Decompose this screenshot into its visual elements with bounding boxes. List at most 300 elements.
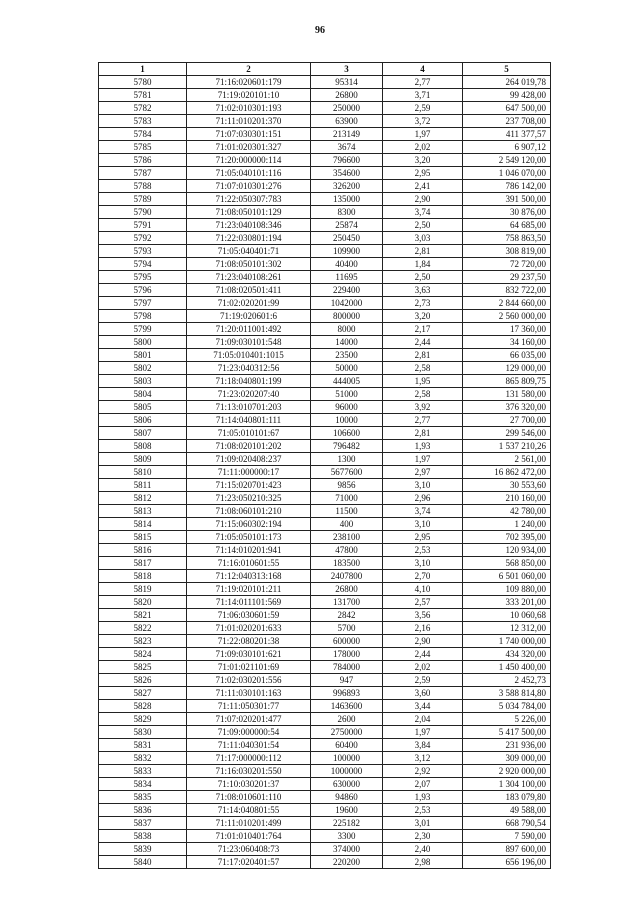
row-number-cell: 5802 [99,362,187,375]
row-number-cell: 5796 [99,284,187,297]
rate-cell: 3,74 [383,505,463,518]
cadastral-number-cell: 71:09:020408:237 [187,453,311,466]
table-row [99,505,551,518]
row-number-cell: 5782 [99,102,187,115]
cadastral-number-cell: 71:16:010601:55 [187,557,311,570]
row-number-cell: 5793 [99,245,187,258]
table-row [99,674,551,687]
value-cell: 668 790,54 [463,817,551,830]
area-cell: 800000 [311,310,383,323]
area-cell: 250450 [311,232,383,245]
value-cell: 2 560 000,00 [463,310,551,323]
rate-cell: 1,84 [383,258,463,271]
cadastral-number-cell: 71:23:050210:325 [187,492,311,505]
area-cell: 19600 [311,804,383,817]
cadastral-number-cell: 71:11:010201:499 [187,817,311,830]
rate-cell: 3,63 [383,284,463,297]
rate-cell: 2,02 [383,661,463,674]
value-cell: 49 588,00 [463,804,551,817]
rate-cell: 2,90 [383,193,463,206]
rate-cell: 2,81 [383,245,463,258]
row-number-cell: 5840 [99,856,187,869]
row-number-cell: 5828 [99,700,187,713]
cadastral-number-cell: 71:14:040801:111 [187,414,311,427]
rate-cell: 2,17 [383,323,463,336]
cadastral-number-cell: 71:07:030301:151 [187,128,311,141]
table-row [99,622,551,635]
table-row [99,401,551,414]
rate-cell: 3,03 [383,232,463,245]
value-cell: 656 196,00 [463,856,551,869]
table-row [99,206,551,219]
table-row [99,336,551,349]
area-cell: 220200 [311,856,383,869]
cadastral-number-cell: 71:07:010301:276 [187,180,311,193]
cadastral-number-cell: 71:14:010201:941 [187,544,311,557]
row-number-cell: 5809 [99,453,187,466]
row-number-cell: 5783 [99,115,187,128]
cadastral-number-cell: 71:01:020201:633 [187,622,311,635]
row-number-cell: 5817 [99,557,187,570]
table-row [99,479,551,492]
row-number-cell: 5822 [99,622,187,635]
area-cell: 5700 [311,622,383,635]
area-cell: 26800 [311,89,383,102]
row-number-cell: 5786 [99,154,187,167]
value-cell: 434 320,00 [463,648,551,661]
area-cell: 60400 [311,739,383,752]
row-number-cell: 5825 [99,661,187,674]
table-row [99,271,551,284]
value-cell: 299 546,00 [463,427,551,440]
cadastral-number-cell: 71:15:020701:423 [187,479,311,492]
value-cell: 2 561,00 [463,453,551,466]
rate-cell: 2,59 [383,102,463,115]
area-cell: 354600 [311,167,383,180]
rate-cell: 1,93 [383,791,463,804]
table-row [99,440,551,453]
area-cell: 2407800 [311,570,383,583]
table-row [99,583,551,596]
value-cell: 702 395,00 [463,531,551,544]
row-number-cell: 5804 [99,388,187,401]
row-number-cell: 5820 [99,596,187,609]
rate-cell: 1,95 [383,375,463,388]
cadastral-number-cell: 71:02:010301:193 [187,102,311,115]
table-row [99,232,551,245]
value-cell: 3 588 814,80 [463,687,551,700]
table-row [99,375,551,388]
value-cell: 264 019,78 [463,76,551,89]
cadastral-number-cell: 71:09:030101:548 [187,336,311,349]
area-cell: 109900 [311,245,383,258]
rate-cell: 2,50 [383,219,463,232]
area-cell: 250000 [311,102,383,115]
table-row [99,388,551,401]
table-row [99,115,551,128]
cadastral-number-cell: 71:08:020101:202 [187,440,311,453]
rate-cell: 2,77 [383,414,463,427]
rate-cell: 1,93 [383,440,463,453]
table-row [99,557,551,570]
row-number-cell: 5801 [99,349,187,362]
area-cell: 135000 [311,193,383,206]
row-number-cell: 5814 [99,518,187,531]
row-number-cell: 5827 [99,687,187,700]
row-number-cell: 5795 [99,271,187,284]
cadastral-number-cell: 71:11:010201:370 [187,115,311,128]
value-cell: 30 553,60 [463,479,551,492]
area-cell: 131700 [311,596,383,609]
value-cell: 30 876,00 [463,206,551,219]
row-number-cell: 5823 [99,635,187,648]
table-body [99,76,551,869]
rate-cell: 3,92 [383,401,463,414]
value-cell: 64 685,00 [463,219,551,232]
value-cell: 897 600,00 [463,843,551,856]
cadastral-number-cell: 71:19:020101:211 [187,583,311,596]
area-cell: 25874 [311,219,383,232]
row-number-cell: 5826 [99,674,187,687]
row-number-cell: 5791 [99,219,187,232]
rate-cell: 3,12 [383,752,463,765]
area-cell: 9856 [311,479,383,492]
row-number-cell: 5839 [99,843,187,856]
area-cell: 229400 [311,284,383,297]
rate-cell: 3,60 [383,687,463,700]
table-row [99,297,551,310]
table-row [99,466,551,479]
cadastral-number-cell: 71:20:011001:492 [187,323,311,336]
table-row [99,661,551,674]
value-cell: 1 740 000,00 [463,635,551,648]
table-row [99,752,551,765]
table-row [99,89,551,102]
table-row [99,570,551,583]
area-cell: 23500 [311,349,383,362]
value-cell: 29 237,50 [463,271,551,284]
rate-cell: 1,97 [383,128,463,141]
cadastral-number-cell: 71:08:050101:129 [187,206,311,219]
table-row [99,635,551,648]
value-cell: 391 500,00 [463,193,551,206]
table-row [99,856,551,869]
cadastral-number-cell: 71:01:021101:69 [187,661,311,674]
area-cell: 3674 [311,141,383,154]
area-cell: 444005 [311,375,383,388]
table-row [99,648,551,661]
page-number: 96 [315,25,325,36]
row-number-cell: 5816 [99,544,187,557]
value-cell: 1 537 210,26 [463,440,551,453]
value-cell: 758 863,50 [463,232,551,245]
column-header-2: 2 [187,63,311,76]
area-cell: 213149 [311,128,383,141]
rate-cell: 2,77 [383,76,463,89]
cadastral-number-cell: 71:23:040108:346 [187,219,311,232]
column-header-4: 4 [383,63,463,76]
row-number-cell: 5792 [99,232,187,245]
table-row [99,128,551,141]
value-cell: 1 046 070,00 [463,167,551,180]
table-row [99,349,551,362]
area-cell: 63900 [311,115,383,128]
row-number-cell: 5833 [99,765,187,778]
cadastral-number-cell: 71:11:030101:163 [187,687,311,700]
value-cell: 210 160,00 [463,492,551,505]
row-number-cell: 5788 [99,180,187,193]
cadastral-number-cell: 71:05:050101:173 [187,531,311,544]
cadastral-number-cell: 71:18:040801:199 [187,375,311,388]
value-cell: 1 304 100,00 [463,778,551,791]
cadastral-number-cell: 71:16:030201:550 [187,765,311,778]
area-cell: 326200 [311,180,383,193]
rate-cell: 2,41 [383,180,463,193]
table-row [99,739,551,752]
rate-cell: 2,07 [383,778,463,791]
rate-cell: 2,44 [383,336,463,349]
cadastral-number-cell: 71:12:040313:168 [187,570,311,583]
row-number-cell: 5806 [99,414,187,427]
value-cell: 832 722,00 [463,284,551,297]
rate-cell: 2,90 [383,635,463,648]
value-cell: 12 312,00 [463,622,551,635]
cadastral-number-cell: 71:14:040801:55 [187,804,311,817]
value-cell: 647 500,00 [463,102,551,115]
value-cell: 5 226,00 [463,713,551,726]
area-cell: 2600 [311,713,383,726]
area-cell: 400 [311,518,383,531]
area-cell: 1000000 [311,765,383,778]
value-cell: 109 880,00 [463,583,551,596]
table-row [99,219,551,232]
area-cell: 11500 [311,505,383,518]
table-row [99,544,551,557]
area-cell: 94860 [311,791,383,804]
rate-cell: 2,81 [383,349,463,362]
area-cell: 1300 [311,453,383,466]
column-header-5: 5 [463,63,551,76]
table-row [99,804,551,817]
cadastral-number-cell: 71:05:040101:116 [187,167,311,180]
row-number-cell: 5790 [99,206,187,219]
row-number-cell: 5789 [99,193,187,206]
rate-cell: 2,53 [383,804,463,817]
area-cell: 51000 [311,388,383,401]
rate-cell: 2,73 [383,297,463,310]
table-row [99,765,551,778]
cadastral-number-cell: 71:17:020401:57 [187,856,311,869]
row-number-cell: 5811 [99,479,187,492]
cadastral-number-cell: 71:05:010101:67 [187,427,311,440]
rate-cell: 3,71 [383,89,463,102]
table-row [99,843,551,856]
row-number-cell: 5805 [99,401,187,414]
cadastral-number-cell: 71:01:010401:764 [187,830,311,843]
rate-cell: 2,96 [383,492,463,505]
table-row [99,531,551,544]
table-row [99,830,551,843]
rate-cell: 2,04 [383,713,463,726]
rate-cell: 3,10 [383,557,463,570]
table-row [99,193,551,206]
row-number-cell: 5815 [99,531,187,544]
cadastral-number-cell: 71:11:040301:54 [187,739,311,752]
table-row [99,154,551,167]
table-row [99,427,551,440]
area-cell: 1042000 [311,297,383,310]
rate-cell: 2,58 [383,388,463,401]
table-row [99,492,551,505]
value-cell: 10 060,68 [463,609,551,622]
table-row [99,362,551,375]
cadastral-number-cell: 71:13:010701:203 [187,401,311,414]
row-number-cell: 5784 [99,128,187,141]
cadastral-number-cell: 71:20:000000:114 [187,154,311,167]
table-row [99,609,551,622]
table-row [99,518,551,531]
rate-cell: 2,95 [383,167,463,180]
area-cell: 47800 [311,544,383,557]
cadastral-number-cell: 71:23:020207:40 [187,388,311,401]
row-number-cell: 5799 [99,323,187,336]
row-number-cell: 5821 [99,609,187,622]
value-cell: 411 377,57 [463,128,551,141]
value-cell: 1 450 400,00 [463,661,551,674]
value-cell: 568 850,00 [463,557,551,570]
table-row [99,76,551,89]
table-row [99,817,551,830]
row-number-cell: 5812 [99,492,187,505]
value-cell: 72 720,00 [463,258,551,271]
value-cell: 309 000,00 [463,752,551,765]
value-cell: 42 780,00 [463,505,551,518]
table-row [99,284,551,297]
area-cell: 374000 [311,843,383,856]
value-cell: 786 142,00 [463,180,551,193]
value-cell: 120 934,00 [463,544,551,557]
value-cell: 1 240,00 [463,518,551,531]
cadastral-number-cell: 71:08:020501:411 [187,284,311,297]
area-cell: 238100 [311,531,383,544]
table-row [99,102,551,115]
area-cell: 1463600 [311,700,383,713]
data-table [98,62,551,869]
table-row [99,258,551,271]
value-cell: 308 819,00 [463,245,551,258]
area-cell: 26800 [311,583,383,596]
cadastral-number-cell: 71:22:080201:38 [187,635,311,648]
rate-cell: 3,72 [383,115,463,128]
rate-cell: 3,44 [383,700,463,713]
area-cell: 14000 [311,336,383,349]
row-number-cell: 5794 [99,258,187,271]
area-cell: 796600 [311,154,383,167]
area-cell: 784000 [311,661,383,674]
row-number-cell: 5829 [99,713,187,726]
row-number-cell: 5832 [99,752,187,765]
area-cell: 8300 [311,206,383,219]
value-cell: 34 160,00 [463,336,551,349]
value-cell: 99 428,00 [463,89,551,102]
row-number-cell: 5834 [99,778,187,791]
table-row [99,700,551,713]
rate-cell: 1,97 [383,726,463,739]
table-row [99,453,551,466]
cadastral-number-cell: 71:02:020201:99 [187,297,311,310]
row-number-cell: 5835 [99,791,187,804]
row-number-cell: 5838 [99,830,187,843]
cadastral-number-cell: 71:10:030201:37 [187,778,311,791]
row-number-cell: 5803 [99,375,187,388]
cadastral-number-cell: 71:11:000000:17 [187,466,311,479]
cadastral-number-cell: 71:06:030601:59 [187,609,311,622]
value-cell: 129 000,00 [463,362,551,375]
area-cell: 3300 [311,830,383,843]
value-cell: 17 360,00 [463,323,551,336]
area-cell: 2842 [311,609,383,622]
rate-cell: 2,97 [383,466,463,479]
row-number-cell: 5818 [99,570,187,583]
area-cell: 95314 [311,76,383,89]
column-header-1: 1 [99,63,187,76]
row-number-cell: 5813 [99,505,187,518]
row-number-cell: 5787 [99,167,187,180]
row-number-cell: 5781 [99,89,187,102]
area-cell: 183500 [311,557,383,570]
cadastral-number-cell: 71:07:020201:477 [187,713,311,726]
rate-cell: 2,98 [383,856,463,869]
value-cell: 6 501 060,00 [463,570,551,583]
row-number-cell: 5798 [99,310,187,323]
table-row [99,245,551,258]
area-cell: 71000 [311,492,383,505]
rate-cell: 2,95 [383,531,463,544]
rate-cell: 2,81 [383,427,463,440]
cadastral-number-cell: 71:17:000000:112 [187,752,311,765]
row-number-cell: 5836 [99,804,187,817]
value-cell: 183 079,80 [463,791,551,804]
value-cell: 2 844 660,00 [463,297,551,310]
value-cell: 66 035,00 [463,349,551,362]
rate-cell: 2,70 [383,570,463,583]
row-number-cell: 5830 [99,726,187,739]
value-cell: 5 034 784,00 [463,700,551,713]
area-cell: 947 [311,674,383,687]
table-row [99,596,551,609]
rate-cell: 3,10 [383,518,463,531]
value-cell: 131 580,00 [463,388,551,401]
row-number-cell: 5797 [99,297,187,310]
rate-cell: 3,74 [383,206,463,219]
cadastral-number-cell: 71:08:060101:210 [187,505,311,518]
rate-cell: 2,92 [383,765,463,778]
cadastral-number-cell: 71:15:060302:194 [187,518,311,531]
cadastral-number-cell: 71:19:020101:10 [187,89,311,102]
value-cell: 2 452,73 [463,674,551,687]
cadastral-number-cell: 71:14:011101:569 [187,596,311,609]
row-number-cell: 5785 [99,141,187,154]
cadastral-number-cell: 71:02:030201:556 [187,674,311,687]
area-cell: 178000 [311,648,383,661]
rate-cell: 2,50 [383,271,463,284]
value-cell: 6 907,12 [463,141,551,154]
value-cell: 27 700,00 [463,414,551,427]
rate-cell: 2,02 [383,141,463,154]
rate-cell: 2,58 [383,362,463,375]
cadastral-number-cell: 71:08:050101:302 [187,258,311,271]
row-number-cell: 5810 [99,466,187,479]
